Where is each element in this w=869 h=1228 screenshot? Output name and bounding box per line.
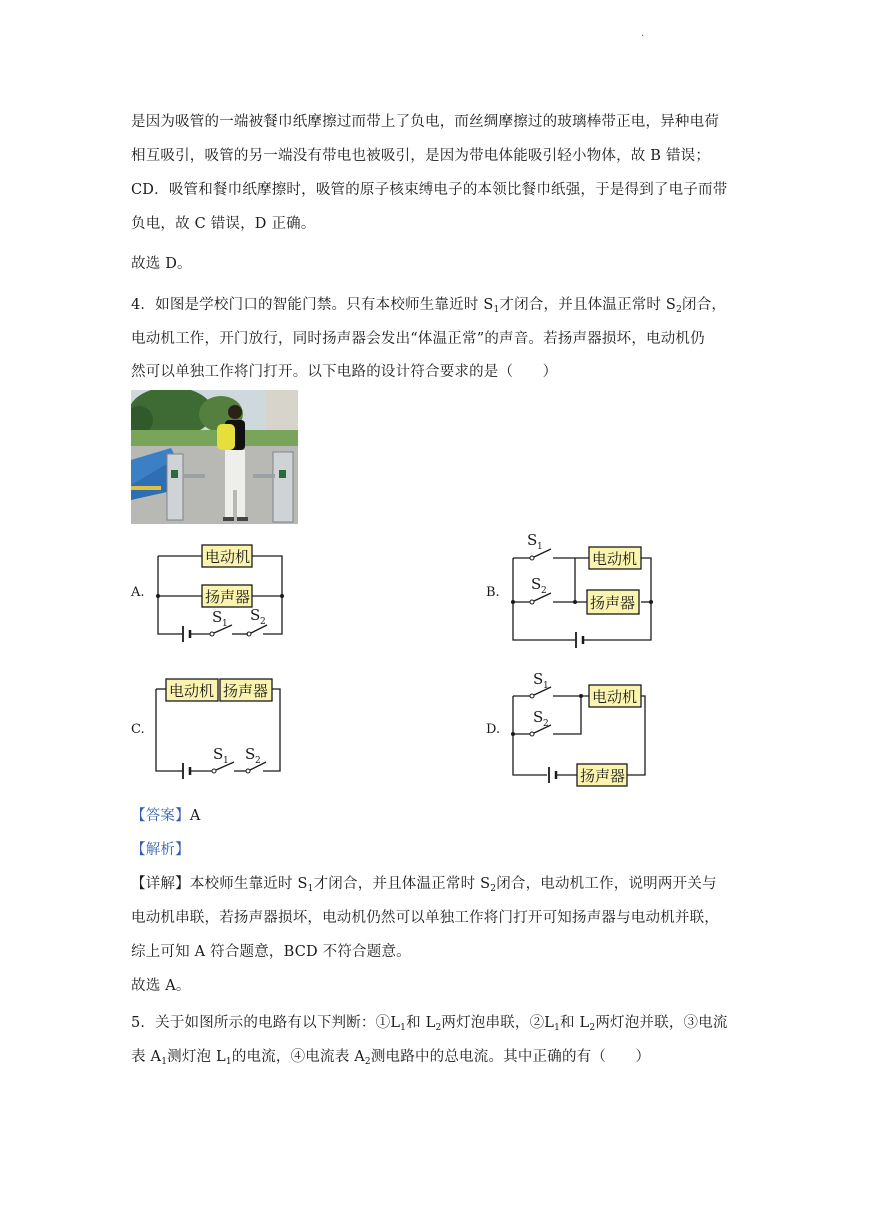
svg-text:S: S xyxy=(527,531,538,549)
svg-text:S: S xyxy=(531,575,542,593)
svg-text:扬声器: 扬声器 xyxy=(205,588,251,606)
gate-photo xyxy=(131,390,298,524)
motor-box xyxy=(166,679,218,701)
svg-text:2: 2 xyxy=(541,586,547,596)
switch-s1 xyxy=(530,670,551,698)
switch-s2 xyxy=(530,575,551,604)
svg-text:S: S xyxy=(250,606,261,624)
battery xyxy=(549,767,556,783)
circuit-a-diagram xyxy=(150,538,290,643)
speaker-box xyxy=(220,679,272,701)
option-d-label: D. xyxy=(486,722,501,737)
motor-box xyxy=(202,545,252,567)
analysis-tag: 【解析】 xyxy=(131,842,190,858)
battery xyxy=(177,626,210,642)
answer-choice: 故选 A。 xyxy=(131,978,191,994)
switch-s1 xyxy=(527,531,551,560)
circuit-c-diagram xyxy=(150,675,290,785)
svg-text:S: S xyxy=(533,708,544,726)
motor-box xyxy=(589,685,641,707)
svg-text:电动机: 电动机 xyxy=(592,688,638,706)
svg-text:扬声器: 扬声器 xyxy=(223,682,269,700)
explanation-line: 相互吸引，吸管的另一端没有带电也被吸引，是因为带电体能吸引轻小物体，故 B 错误； xyxy=(131,148,711,164)
question-4-line: 4．如图是学校门口的智能门禁。只有本校师生靠近时 $S_1$才闭合，并且体温正常时 $S_2$闭合， xyxy=(131,297,727,315)
battery xyxy=(177,763,212,779)
svg-text:2: 2 xyxy=(255,756,261,766)
detail-line: 【详解】本校师生靠近时 $S_1$才闭合，并且体温正常时 $S_2$闭合，电动机工作，说明两开关与 xyxy=(131,876,717,894)
circuit-d-diagram xyxy=(505,668,655,793)
question-5-line: 5．关于如图所示的电路有以下判断：$①L_1$和 $L_2$两灯泡串联，$②L_1$和 $L_2$两灯泡并联，③电流 xyxy=(131,1015,728,1033)
option-c-label: C. xyxy=(131,722,145,737)
svg-text:电动机: 电动机 xyxy=(205,548,251,566)
svg-text:2: 2 xyxy=(260,617,266,627)
explanation-line: 负电，故 C 错误，D 正确。 xyxy=(131,216,316,232)
svg-text:电动机: 电动机 xyxy=(169,682,215,700)
switch-s2 xyxy=(530,708,551,736)
answer-line: 【答案】A xyxy=(131,808,201,824)
svg-text:1: 1 xyxy=(537,542,543,552)
page-marker: . xyxy=(641,28,645,39)
svg-text:S: S xyxy=(245,745,256,763)
answer-choice: 故选 D。 xyxy=(131,256,192,272)
svg-text:电动机: 电动机 xyxy=(592,550,638,568)
question-5-line: 表 $A_1$测灯泡 $L_1$的电流，④电流表 $A_2$测电路中的总电流。其中正确的有（ ） xyxy=(131,1049,651,1067)
explanation-line: 是因为吸管的一端被餐巾纸摩擦过而带上了负电，而丝绸摩擦过的玻璃棒带正电，异种电荷 xyxy=(131,114,719,130)
svg-text:S: S xyxy=(533,670,544,688)
svg-text:1: 1 xyxy=(543,681,549,691)
question-4-line: 电动机工作，开门放行，同时扬声器会发出“体温正常”的声音。若扬声器损坏，电动机仍 xyxy=(131,331,705,347)
speaker-box xyxy=(587,590,639,614)
question-4-line: 然可以单独工作将门打开。以下电路的设计符合要求的是（ ） xyxy=(131,364,558,380)
svg-text:S: S xyxy=(213,745,224,763)
circuit-b-diagram xyxy=(505,528,660,658)
detail-line: 电动机串联，若扬声器损坏，电动机仍然可以单独工作将门打开可知扬声器与电动机并联， xyxy=(131,910,719,926)
option-a-label: A. xyxy=(131,585,145,600)
switch-s1 xyxy=(212,745,246,773)
motor-box xyxy=(589,547,641,569)
option-b-label: B. xyxy=(486,585,500,600)
svg-text:2: 2 xyxy=(543,719,549,729)
svg-text:S: S xyxy=(212,608,223,626)
svg-text:扬声器: 扬声器 xyxy=(590,594,636,612)
switch-s2 xyxy=(247,606,267,636)
switch-s1 xyxy=(210,608,248,636)
battery xyxy=(576,632,583,648)
svg-text:1: 1 xyxy=(223,756,229,766)
svg-text:扬声器: 扬声器 xyxy=(580,767,626,785)
switch-s2 xyxy=(245,745,266,773)
explanation-line: CD．吸管和餐巾纸摩擦时，吸管的原子核束缚电子的本领比餐巾纸强，于是得到了电子而带 xyxy=(131,182,728,198)
speaker-box xyxy=(577,764,627,786)
svg-text:1: 1 xyxy=(222,619,228,629)
speaker-box xyxy=(202,585,252,607)
detail-line: 综上可知 A 符合题意，BCD 不符合题意。 xyxy=(131,944,411,960)
